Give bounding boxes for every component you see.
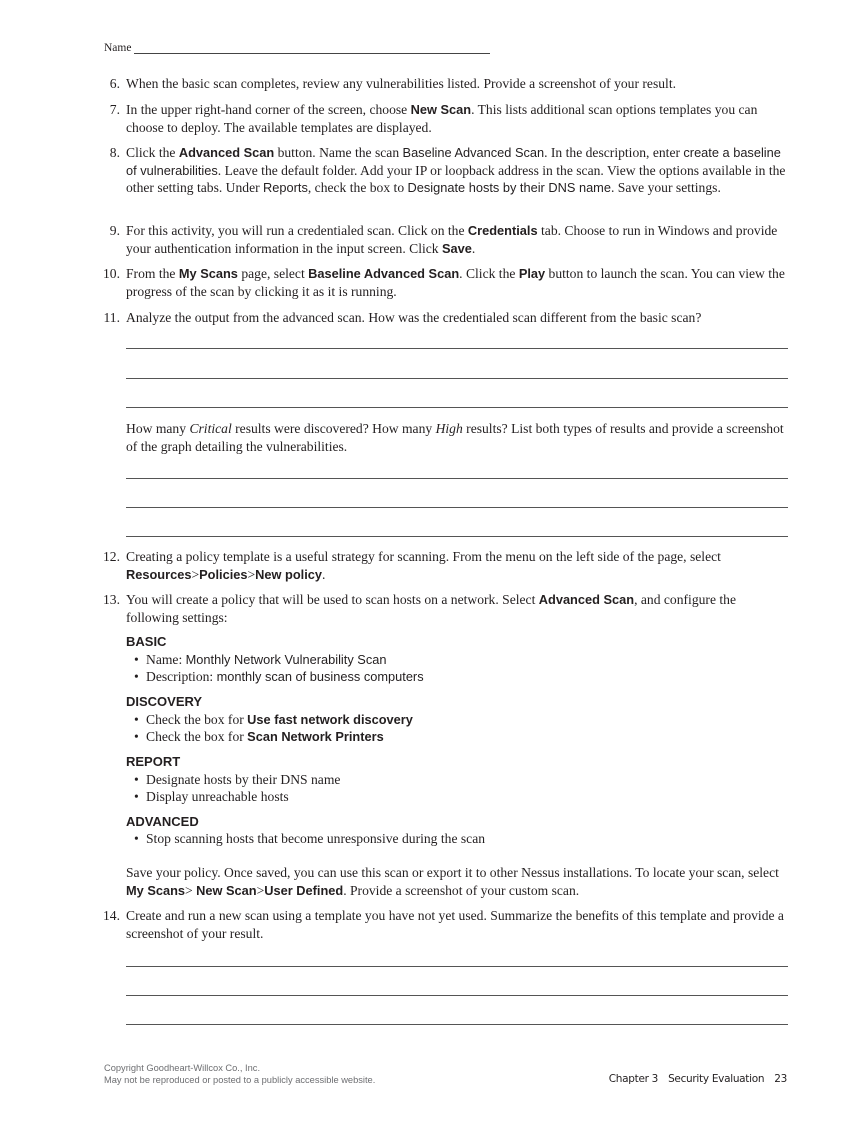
answer-line[interactable] (126, 995, 788, 996)
text-run: . (322, 566, 326, 582)
bold-term: Play (518, 266, 546, 281)
text-run: For this activity, you will run a credentialed scan. Click on the (126, 223, 468, 238)
text-run: From the (126, 266, 179, 281)
bullet-text (134, 712, 413, 727)
text-run: . Click the (459, 266, 519, 281)
text-run: page, select (237, 266, 309, 281)
answer-line[interactable] (126, 407, 788, 408)
bold-term: New Scan (196, 882, 257, 898)
text-run: Description: (146, 669, 217, 684)
text-run: Click the (126, 145, 179, 160)
settings-heading: REPORT (126, 754, 181, 769)
answer-line[interactable] (126, 536, 788, 537)
settings-heading: DISCOVERY (126, 694, 203, 709)
answer-line[interactable] (126, 478, 788, 479)
text-run: results? List both types of results and provide a screenshot of the graph detailing the vulnerabilities. (126, 421, 784, 454)
text-run: Critical (189, 421, 232, 436)
settings-heading: BASIC (126, 634, 167, 649)
section-title: Security Evaluation (668, 1073, 765, 1085)
bold-term: Credentials (467, 223, 538, 238)
text-run: tab. Choose to run in Windows and provide your authentication information in the input screen. Click (126, 223, 778, 256)
item-number: 9. (109, 223, 120, 238)
text-run: In the upper right-hand corner of the screen, choose (126, 102, 411, 117)
copyright-text: Copyright Goodheart-Willcox Co., Inc. (104, 1063, 261, 1073)
answer-line[interactable] (126, 378, 788, 379)
text-run: Designate hosts by their DNS name (146, 772, 341, 787)
item-number: 8. (109, 145, 120, 160)
entry-value: create a baseline of vulnerabilities (126, 145, 781, 178)
notice-text: May not be reproduced or posted to a publicly accessible website. (104, 1075, 376, 1085)
text-run: Check the box for (146, 729, 248, 744)
bullet-item (134, 788, 289, 806)
bullet-text (134, 772, 340, 787)
entry-value: Designate hosts by their DNS name (407, 180, 611, 196)
text-run: . This lists additional scan options templates you can choose to deploy. The available templates are displayed. (126, 102, 758, 135)
answer-line[interactable] (126, 1024, 788, 1025)
name-field[interactable] (104, 42, 490, 54)
text-run: Creating a policy template is a useful strategy for scanning. From the menu on the left side of the page, select (126, 549, 721, 564)
bullet-text (134, 789, 289, 804)
text-run: . In the description, enter (544, 145, 684, 160)
page-number: 23 (774, 1073, 787, 1085)
question-paragraph (126, 864, 788, 899)
bold-term: User Defined (264, 882, 344, 898)
text-run: High (435, 421, 463, 436)
question-item (103, 265, 788, 300)
text-run: button to launch the scan. You can view the progress of the scan by clicking it as it is running. (126, 266, 785, 299)
bold-term: Save (441, 240, 472, 256)
item-number: 7. (109, 102, 120, 117)
item-number: 14. (103, 908, 120, 923)
bullet-item (134, 651, 386, 669)
text-run: , and configure the following settings: (126, 592, 736, 625)
bold-term: Resources (126, 566, 192, 582)
answer-line[interactable] (126, 966, 788, 967)
bullet-item (134, 830, 485, 848)
bullet-text (134, 831, 485, 846)
question-paragraph (126, 420, 788, 455)
bold-term: New Scan (410, 102, 472, 117)
text-run: You will create a policy that will be used to scan hosts on a network. Select (126, 592, 539, 607)
entry-value: Monthly Network Vulnerability Scan (185, 652, 387, 667)
text-run: Stop scanning hosts that become unresponsive during the scan (146, 831, 486, 846)
text-run: button. Name the scan (274, 145, 403, 160)
text-run: When the basic scan completes, review any vulnerabilities listed. Provide a screenshot of your result. (126, 76, 677, 91)
bold-term: Baseline Advanced Scan (308, 266, 460, 281)
text-run: . Leave the default folder. Add your IP or loopback address in the scan. View the options available in the other setting tabs. Under (126, 162, 786, 196)
question-item (109, 222, 788, 257)
bold-term: Scan Network Printers (247, 729, 384, 744)
text-run: > (185, 882, 197, 898)
question-item (103, 907, 788, 942)
text-run: Analyze the output from the advanced scan. How was the credentialed scan different from the basic scan? (126, 310, 702, 325)
question-item (109, 144, 788, 197)
entry-value: Reports (263, 180, 308, 196)
text-run: How many (126, 421, 190, 436)
text-run: . (471, 240, 476, 256)
footer-copyright (104, 1062, 375, 1086)
chapter-label: Chapter 3 (608, 1073, 659, 1085)
entry-value: monthly scan of business computers (216, 669, 424, 684)
text-run: Create and run a new scan using a template you have not yet used. Summarize the benefits of this template and provide a screenshot of your result. (126, 908, 784, 941)
question-item (109, 75, 788, 93)
bullet-item (134, 771, 340, 789)
item-number: 6. (109, 76, 120, 91)
text-run: > (247, 566, 256, 582)
bold-term: Advanced Scan (538, 592, 635, 607)
answer-line[interactable] (126, 348, 788, 349)
text-run: . Save your settings. (610, 180, 721, 196)
item-number: 12. (103, 549, 120, 564)
question-item (103, 548, 788, 583)
item-number: 11. (103, 310, 120, 325)
text-run: . Provide a screenshot of your custom scan. (343, 882, 580, 898)
settings-heading: ADVANCED (126, 814, 199, 829)
bold-term: New policy (255, 566, 323, 582)
text-run: Check the box for (146, 712, 248, 727)
text-run: Name: (146, 652, 186, 667)
page-footer (599, 1073, 787, 1085)
bold-term: Advanced Scan (178, 145, 275, 160)
bullet-text (134, 729, 384, 744)
bold-term: Policies (199, 566, 248, 582)
item-number: 10. (103, 266, 120, 281)
bullet-text (134, 669, 424, 684)
text-run: Save your policy. Once saved, you can use this scan or export it to other Nessus installations. To locate your scan, select (126, 865, 779, 880)
bullet-text (134, 652, 386, 667)
entry-value: Baseline Advanced Scan (402, 145, 545, 160)
text-run: > (256, 882, 265, 898)
bold-term: My Scans (178, 266, 238, 281)
item-number: 13. (103, 592, 120, 607)
bold-term: My Scans (126, 882, 186, 898)
question-item (109, 101, 788, 136)
bold-term: Use fast network discovery (247, 712, 413, 727)
question-item (103, 591, 788, 626)
question-item (103, 309, 788, 327)
text-run: Display unreachable hosts (146, 789, 289, 804)
answer-line[interactable] (126, 507, 788, 508)
bullet-item (134, 711, 413, 729)
bullet-item (134, 668, 424, 686)
name-line[interactable] (134, 42, 490, 54)
name-label: Name (104, 42, 132, 54)
bullet-item (134, 728, 384, 746)
text-run: results were discovered? How many (231, 421, 436, 436)
text-run: > (191, 566, 200, 582)
text-run: , check the box to (307, 180, 408, 196)
